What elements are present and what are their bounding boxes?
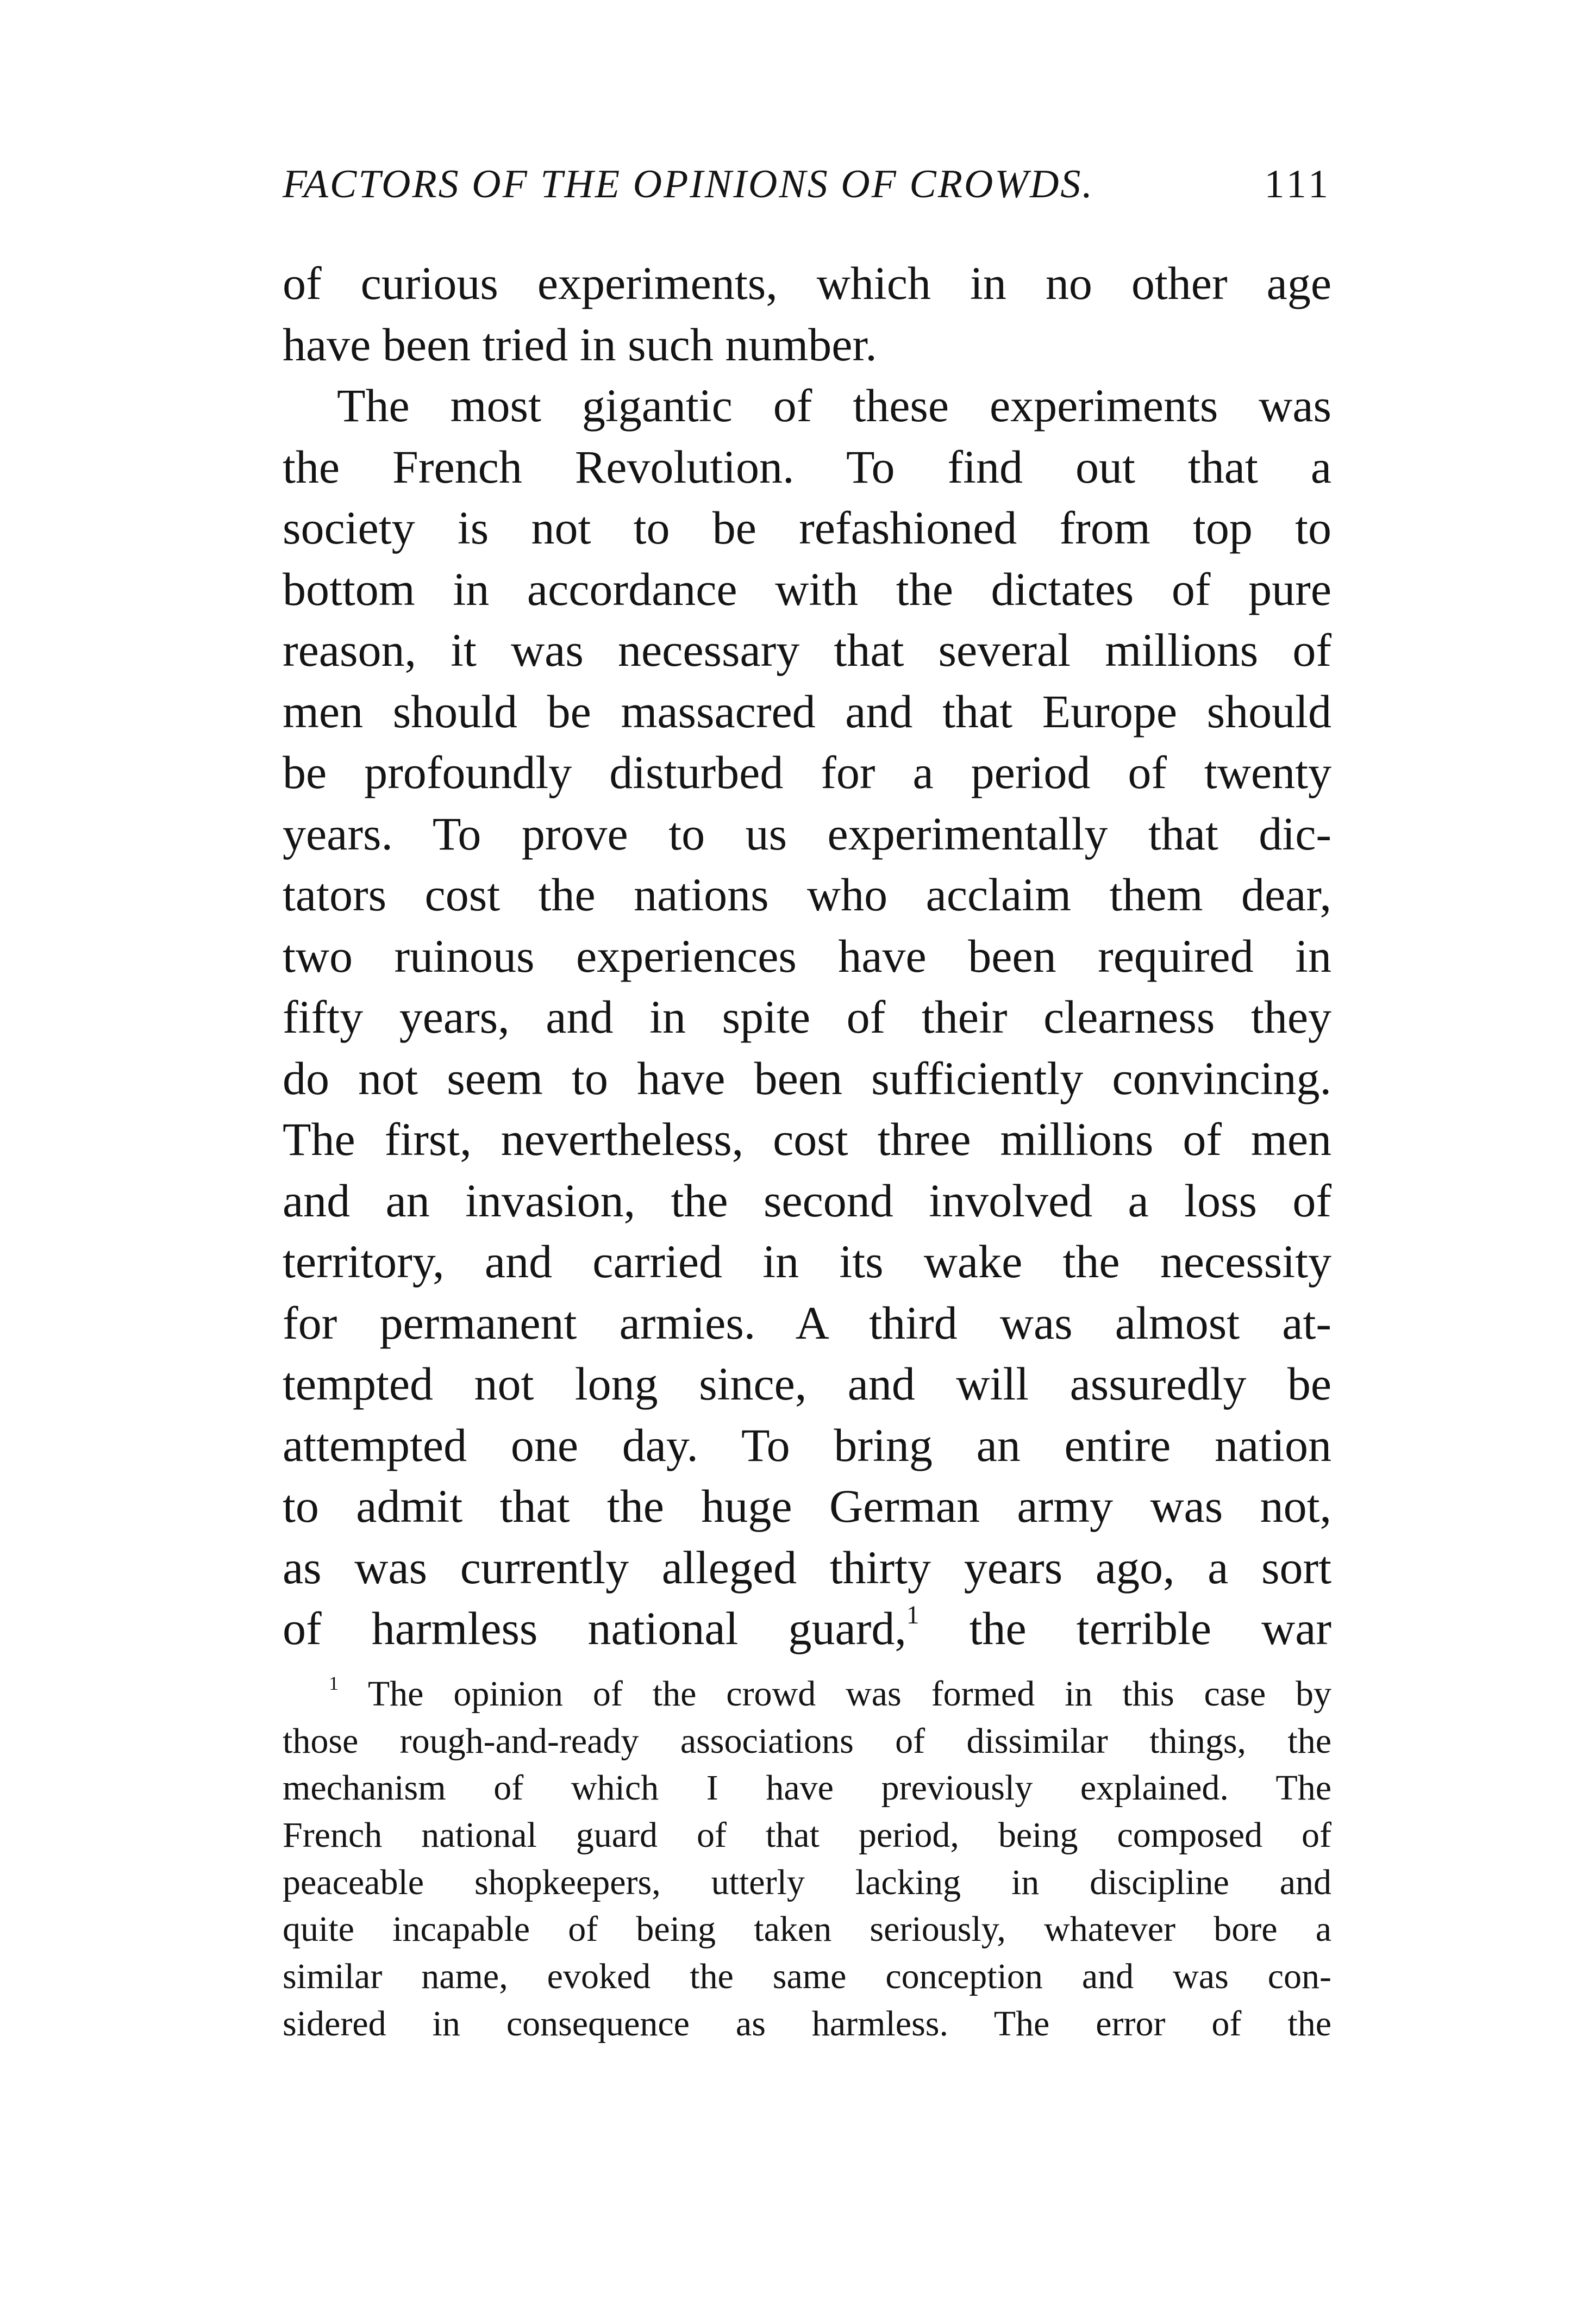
body-line: to admit that the huge German army was not,: [283, 1480, 1331, 1532]
running-title: FACTORS OF THE OPINIONS OF CROWDS.: [283, 162, 1094, 207]
body-line: be profoundly disturbed for a period of twenty: [283, 746, 1331, 798]
body-line: two ruinous experiences have been required in: [283, 929, 1331, 982]
footnote-marker: 1: [329, 1672, 339, 1694]
footnote-line: mechanism of which I have previously explained. The: [283, 1768, 1331, 1808]
footnote-line: peaceable shopkeepers, utterly lacking in discipline and: [283, 1862, 1331, 1902]
footnote-reference: 1: [906, 1601, 920, 1630]
body-line-segment: of harmless national guard,: [283, 1602, 906, 1654]
running-head: [283, 154, 1331, 214]
body-line: bottom in accordance with the dictates of pure: [283, 563, 1331, 615]
body-line: reason, it was necessary that several millions of: [283, 624, 1331, 676]
body-line: fifty years, and in spite of their clearness they: [283, 991, 1331, 1043]
body-line: for permanent armies. A third was almost at-: [283, 1296, 1331, 1349]
footnote-line: similar name, evoked the same conception and was con-: [283, 1957, 1331, 1997]
body-line: of curious experiments, which in no other age: [283, 257, 1331, 309]
footnote-line: sidered in consequence as harmless. The error of the: [283, 2003, 1331, 2044]
paragraph-start-line: The most gigantic of these experiments was: [337, 379, 1331, 432]
body-line: attempted one day. To bring an entire nation: [283, 1419, 1331, 1471]
footnote: [283, 1671, 1331, 2048]
body-line: do not seem to have been sufficiently convincing.: [283, 1052, 1331, 1104]
body-line: tempted not long since, and will assuredly be: [283, 1358, 1331, 1410]
body-line: society is not to be refashioned from top to: [283, 502, 1331, 554]
body-text: [283, 253, 1331, 1659]
body-line: territory, and carried in its wake the necessity: [283, 1235, 1331, 1288]
body-line: and an invasion, the second involved a loss of: [283, 1174, 1331, 1227]
footnote-line: [283, 1671, 1331, 1718]
body-line: The first, nevertheless, cost three millions of men: [283, 1113, 1331, 1165]
body-line: years. To prove to us experimentally that dic-: [283, 807, 1331, 860]
footnote-line: those rough-and-ready associations of dissimilar things, the: [283, 1721, 1331, 1761]
body-line-with-footnote-ref: [283, 1598, 1331, 1659]
body-line: men should be massacred and that Europe should: [283, 685, 1331, 738]
page-number: 111: [1264, 162, 1331, 207]
footnote-text: The opinion of the crowd was formed in this case by: [367, 1674, 1331, 1714]
body-line: have been tried in such number.: [283, 318, 877, 371]
footnote-line: quite incapable of being taken seriously, whatever bore a: [283, 1909, 1331, 1950]
body-line: as was currently alleged thirty years ago, a sort: [283, 1541, 1331, 1594]
footnote-line: French national guard of that period, being composed of: [283, 1815, 1331, 1856]
body-line: tators cost the nations who acclaim them dear,: [283, 869, 1331, 921]
body-line-segment: the terrible war: [969, 1602, 1331, 1654]
body-line: the French Revolution. To find out that a: [283, 440, 1331, 493]
